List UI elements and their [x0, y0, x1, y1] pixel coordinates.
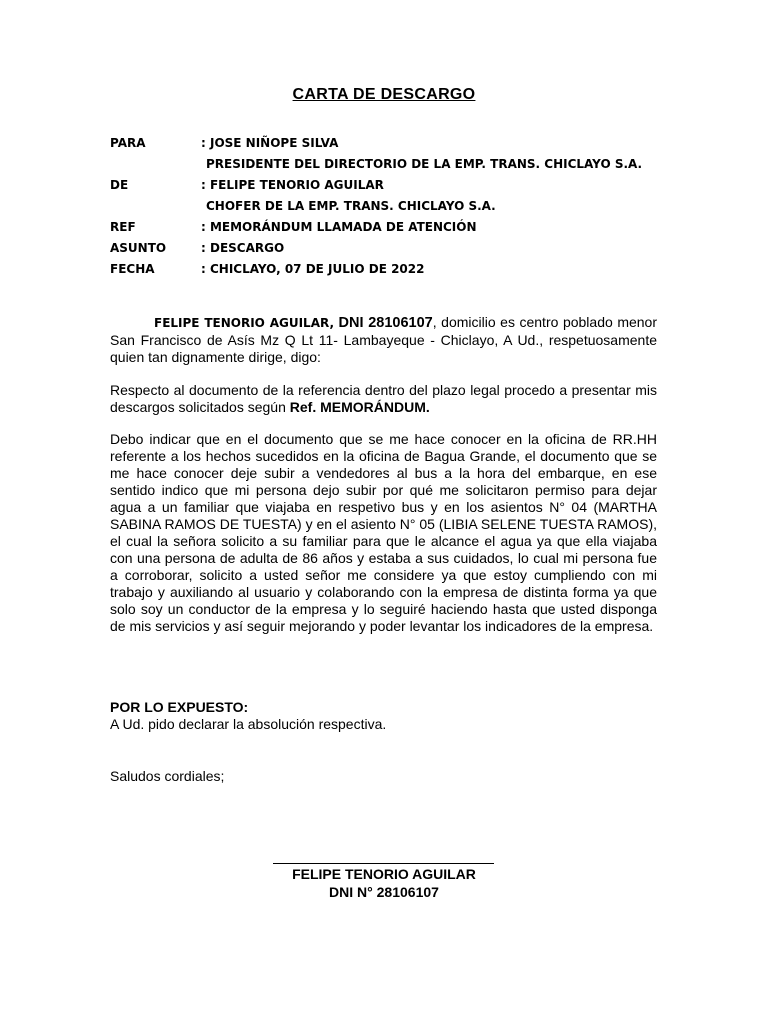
document-title: CARTA DE DESCARGO: [292, 86, 476, 103]
de-value: : FELIPE TENORIO AGUILAR: [201, 178, 384, 192]
reference-paragraph: [110, 382, 657, 416]
intro-paragraph: [110, 314, 657, 366]
intro-name: FELIPE TENORIO AGUILAR,: [154, 316, 334, 330]
asunto-value: : DESCARGO: [201, 241, 285, 255]
fecha-value: : CHICLAYO, 07 DE JULIO DE 2022: [201, 262, 425, 276]
intro-rest: , domicilio es centro poblado menor San Francisco de Asís Mz Q Lt 11- Lambayeque - Chiclayo, A Ud., respetuosamente quien tan dignamente dirige, digo:: [110, 314, 657, 365]
greeting-text: Saludos cordiales;: [110, 768, 225, 784]
por-lo-expuesto-heading: POR LO EXPUESTO:: [110, 699, 249, 715]
signature-dni: DNI N° 28106107: [329, 884, 439, 900]
para-title: PRESIDENTE DEL DIRECTORIO DE LA EMP. TRANS. CHICLAYO S.A.: [206, 157, 643, 171]
ref-value: : MEMORÁNDUM LLAMADA DE ATENCIÓN: [201, 220, 477, 234]
reference-memo: Ref. MEMORÁNDUM.: [289, 399, 430, 415]
explanation-paragraph: Debo indicar que en el documento que se me hace conocer en la oficina de RR.HH referente a los hechos sucedidos en la oficina de Bagua Grande, el documento que se me hace conocer deje subir a vendedores al bus a la hora del embarque, en ese sentido indico que mi persona dejo subir por qué me solicitaron permiso para dejar agua a un familiar que viajaba en respetivo bus y en los asientos N° 04 (MARTHA SABINA RAMOS DE TUESTA) y en el asiento N° 05 (LIBIA SELENE TUESTA RAMOS), el cual la señora solicito a su familiar para que le alcance el agua ya que ella viajaba con una persona de adulta de 86 años y estaba a sus cuidados, lo cual mi persona fue a corroborar, solicito a usted señor me considere ya que estoy cumpliendo con mi trabajo y auxiliando al usuario y colaborando con la empresa de distinta forma ya que solo soy un conductor de la empresa y lo seguiré haciendo hasta que usted disponga de mis servicios y así seguir mejorando y poder levantar los indicadores de la empresa.: [110, 431, 657, 634]
request-text: A Ud. pido declarar la absolución respectiva.: [110, 716, 387, 732]
de-title: CHOFER DE LA EMP. TRANS. CHICLAYO S.A.: [206, 199, 496, 213]
intro-dni: DNI 28106107: [338, 315, 433, 331]
fecha-label: FECHA: [110, 262, 155, 276]
para-label: PARA: [110, 136, 146, 150]
asunto-label: ASUNTO: [110, 241, 167, 255]
signature-line: [273, 863, 494, 864]
ref-label: REF: [110, 220, 136, 234]
para-value: : JOSE NIÑOPE SILVA: [201, 136, 339, 150]
de-label: DE: [110, 178, 129, 192]
reference-text: Respecto al documento de la referencia dentro del plazo legal procedo a presentar mis descargos solicitados según: [110, 382, 657, 415]
signature-name: FELIPE TENORIO AGUILAR: [292, 866, 476, 882]
